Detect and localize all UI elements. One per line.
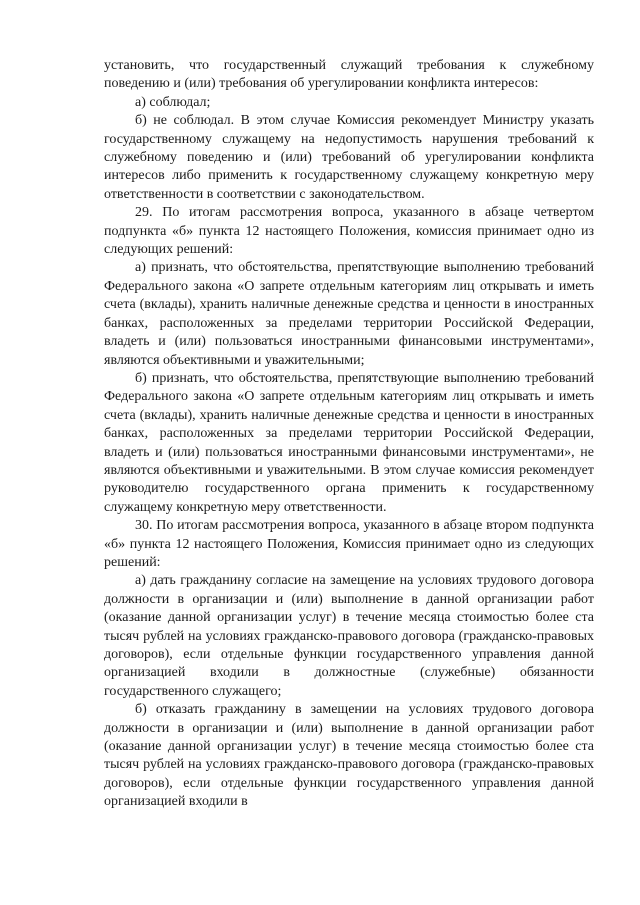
paragraph-30: 30. По итогам рассмотрения вопроса, указанного в абзаце втором подпункта «б» пункта 12 настоящего Положения, Комиссия принимает одно из следующих решений:	[104, 518, 594, 570]
paragraph-29-a: а) признать, что обстоятельства, препятствующие выполнению требований Федерального закона «О запрете отдельным категориям лиц открывать и иметь счета (вклады), хранить наличные денежные средства и ценности в иностранных банках, расположенных за пределами территории Российской Федерации, владеть и (или) пользоваться иностранными финансовыми инструментами», являются объективными и уважительными;	[104, 260, 594, 368]
paragraph-30-b: б) отказать гражданину в замещении на условиях трудового договора должности в организации и (или) выполнение в данной организации работ (оказание данной организации услуг) в течение месяца стоимостью более ста тысяч рублей на условиях гражданско-правового договора (гражданско-правовых договоров), если отдельные функции государственного управления данной организацией входили в	[104, 702, 594, 810]
paragraph-29: 29. По итогам рассмотрения вопроса, указанного в абзаце четвертом подпункта «б» пункта 12 настоящего Положения, комиссия принимает одно из следующих решений:	[104, 205, 594, 258]
paragraph-intro: установить, что государственный служащий требования к служебному поведению и (или) требования об урегулировании конфликта интересов:	[104, 58, 594, 92]
document-page	[104, 57, 594, 812]
paragraph-30-a: а) дать гражданину согласие на замещение на условиях трудового договора должности в организации и (или) выполнение в данной организации работ (оказание данной организации услуг) в течение месяца стоимостью более ста тысяч рублей на условиях гражданско-правового договора (гражданско-правовых договоров), если отдельные функции государственного управления данной организацией входили в должностные (служебные) обязанности государственного служащего;	[104, 573, 594, 699]
paragraph-b-ne-soblyudal: б) не соблюдал. В этом случае Комиссия рекомендует Министру указать государственному служащему на недопустимость нарушения требований к служебному поведению и (или) требований об урегулировании конфликта интересов либо применить к государственному служащему конкретную меру ответственности в соответствии с законодательством.	[104, 113, 594, 202]
paragraph-29-b: б) признать, что обстоятельства, препятствующие выполнению требований Федерального закона «О запрете отдельным категориям лиц открывать и иметь счета (вклады), хранить наличные денежные средства и ценности в иностранных банках, расположенных за пределами территории Российской Федерации, владеть и (или) пользоваться иностранными финансовыми инструментами», не являются объективными и уважительными. В этом случае комиссия рекомендует руководителю государственного органа применить к государственному служащему конкретную меру ответственности.	[104, 370, 594, 515]
paragraph-a-soblyudal: а) соблюдал;	[135, 94, 211, 110]
